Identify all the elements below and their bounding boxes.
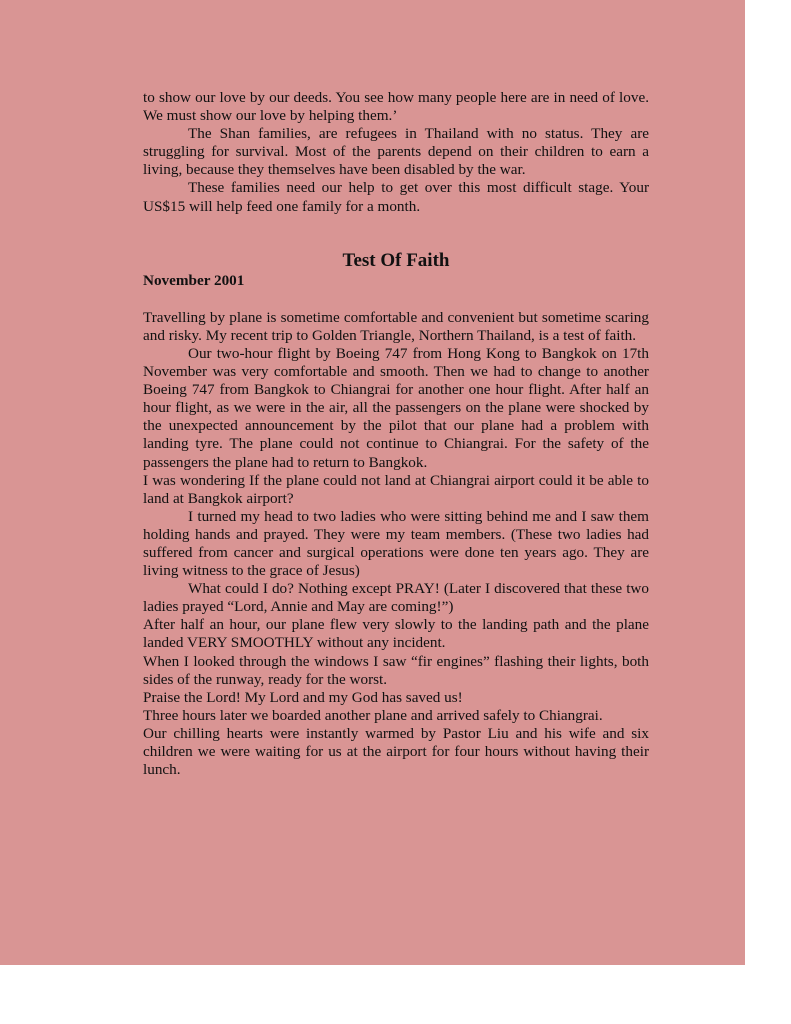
article-title: Test Of Faith <box>342 249 450 271</box>
intro-paragraph-1: to show our love by our deeds. You see how many people here are in need of love. We must show our love by helping them.’ <box>143 89 649 125</box>
article-paragraph: Three hours later we boarded another plane and arrived safely to Chiangrai. <box>143 706 603 724</box>
article-date: November 2001 <box>143 271 245 289</box>
date-spacer <box>143 290 649 309</box>
article-paragraph: I turned my head to two ladies who were sitting behind me and I saw them holding hands and prayed. They were my team members. (These two ladies had suffered from cancer and surgical operations were done ten years ago. They are living witness to the grace of Jesus) <box>143 507 649 580</box>
article-paragraph: After half an hour, our plane flew very slowly to the landing path and the plane landed VERY SMOOTHLY without any incident. <box>143 616 649 652</box>
intro-paragraph-3: These families need our help to get over this most difficult stage. Your US$15 will help feed one family for a month. <box>143 179 649 215</box>
intro-paragraph-2: The Shan families, are refugees in Thailand with no status. They are struggling for survival. Most of the parents depend on their children to earn a living, because they themselves have been disabled by the war. <box>143 125 649 179</box>
section-spacer <box>143 216 649 250</box>
article-paragraph: I was wondering If the plane could not land at Chiangrai airport could it be able to land at Bangkok airport? <box>143 471 649 507</box>
article-paragraph: What could I do? Nothing except PRAY! (Later I discovered that these two ladies prayed “Lord, Annie and May are coming!”) <box>143 580 649 616</box>
article-paragraph: Our chilling hearts were instantly warmed by Pastor Liu and his wife and six children we were waiting for us at the airport for four hours without having their lunch. <box>143 724 649 779</box>
article-paragraph: Praise the Lord! My Lord and my God has saved us! <box>143 688 463 706</box>
article-paragraph: Travelling by plane is sometime comfortable and convenient but sometime scaring and risky. My recent trip to Golden Triangle, Northern Thailand, is a test of faith. <box>143 308 649 344</box>
article-paragraph: When I looked through the windows I saw “fir engines” flashing their lights, both sides of the runway, ready for the worst. <box>143 652 649 688</box>
article-paragraph: Our two-hour flight by Boeing 747 from Hong Kong to Bangkok on 17th November was very comfortable and smooth. Then we had to change to another Boeing 747 from Bangkok to Chiangrai for another one hour flight. After half an hour flight, as we were in the air, all the passengers on the plane were shocked by the unexpected announcement by the pilot that our plane had a problem with landing tyre. The plane could not continue to Chiangrai. For the safety of the passengers the plane had to return to Bangkok. <box>143 344 649 471</box>
document-body <box>143 89 649 779</box>
